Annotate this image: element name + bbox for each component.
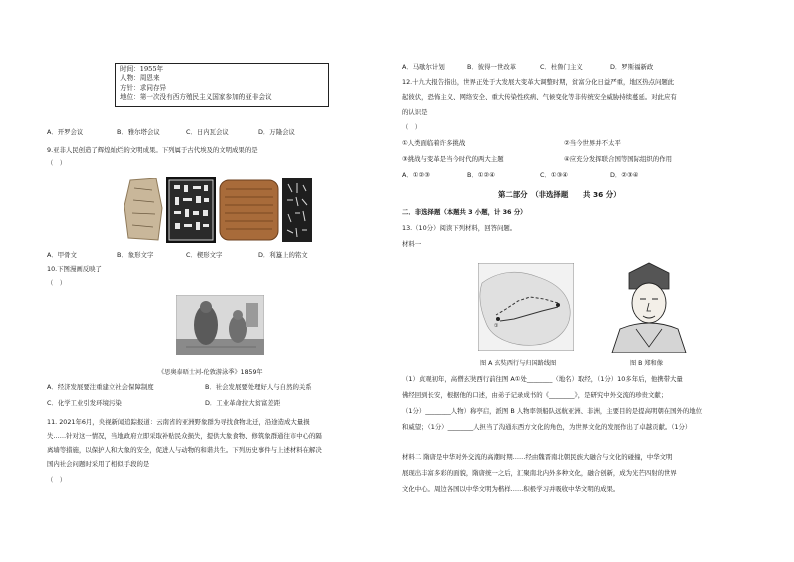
q12-item-1: ①人类面临着许多挑战	[402, 139, 466, 147]
q12-item-4: ④应充分发挥联合国等国际组织的作用	[564, 155, 672, 163]
q8-option-c[interactable]: C．日内瓦会议	[186, 128, 229, 136]
q12-option-b[interactable]: B．①②④	[467, 171, 495, 179]
q11-option-a[interactable]: A．马歇尔计划	[402, 63, 445, 71]
zhenghe-portrait-image	[606, 259, 692, 353]
figure-b-caption: 图 B 郑和像	[630, 360, 663, 367]
q8-option-b[interactable]: B．雅尔塔会议	[117, 128, 160, 136]
q12-item-2: ②当今世界并不太平	[564, 139, 621, 147]
q11-option-d[interactable]: D．罗斯福新政	[610, 63, 654, 71]
q12-line-1: 12.十九大报告指出，世界正处于大发展大变革大调整时期，贫富分化日益严重，地区热点问题此	[402, 78, 675, 86]
info-card	[115, 63, 329, 107]
q11-paren: （ ）	[47, 476, 67, 484]
q11-line-2: 失……针对这一情况，当地政府立即采取补贴民众损失，提供大象食物、修筑象群通往市中心的隔	[47, 432, 322, 440]
cuneiform-tablet-image	[219, 179, 279, 241]
q10-caption: 《思奥泰晤士河-伦敦游泳季》1859年	[158, 369, 263, 376]
q10-paren: （ ）	[47, 279, 67, 287]
card-time: 时间：1955年	[120, 65, 164, 73]
q12-line-3: 的认识是	[402, 108, 428, 116]
card-status: 地位：第一次没有西方殖民主义国家参加的亚非会议	[120, 93, 272, 102]
q11-option-c[interactable]: C．杜鲁门主义	[540, 63, 583, 71]
route-map-image	[478, 263, 574, 351]
q10-stem: 10.下图漫画反映了	[47, 265, 102, 273]
q9-option-b[interactable]: B．象形文字	[117, 251, 154, 259]
q13-1-line-1: （1）贞观初年，高僧玄奘西行前往图 A①处________（地名）取经，（1分）10多年后，他携带大量	[402, 375, 683, 383]
q9-stem: 9.亚非人民创造了辉煌灿烂的文明成果。下列属于古代埃及的文明成果的是	[47, 146, 258, 154]
section2-heading: 二．非选择题（本题共 3 小题，计 36 分）	[402, 208, 527, 216]
card-person: 人物：周恩来	[120, 74, 160, 83]
q9-option-c[interactable]: C．楔形文字	[186, 251, 223, 259]
q9-option-a[interactable]: A．甲骨文	[47, 251, 77, 259]
q13-1-line-4: 和威望；（1分）________人担当了沟通东西方文化的角色，为世界文化的发展作出了卓越贡献。（1分）	[402, 423, 692, 431]
part2-title: 第二部分 （非选择题 共 36 分）	[498, 190, 621, 199]
q10-option-c[interactable]: C．化学工业引发环境污染	[47, 399, 122, 407]
q10-option-a[interactable]: A．经济发展要注重建立社会保障制度	[47, 383, 154, 391]
q11-option-b[interactable]: B．彼得一世改革	[467, 63, 517, 71]
q12-option-a[interactable]: A．①②③	[402, 171, 430, 179]
q12-line-2: 起彼伏，恐怖主义、网络安全、重大传染性疾病、气候变化等非传统安全威胁持续蔓延。对此应有	[402, 93, 677, 101]
q11-line-4: 国内社会问题时采用了相似手段的是	[47, 460, 150, 468]
q9-option-d[interactable]: D．利簋上的铭文	[258, 251, 308, 259]
q11-line-1: 11. 2021年6月，央视新闻追踪报道：云南省的亚洲野象群为寻找食物北迁，沿途造成大量损	[47, 418, 310, 426]
q12-item-3: ③挑战与变革是当今时代的两大主题	[402, 155, 504, 163]
q13-1-line-2: 佛经回到长安，根据他的口述，由弟子记录成书的《________》，是研究中外交流的珍贵文献；	[402, 391, 668, 399]
bronze-inscription-image	[282, 178, 312, 242]
figure-a-caption: 图 A 玄奘西行与归国路线图	[480, 360, 557, 367]
q9-paren: （ ）	[47, 159, 67, 167]
q8-option-d[interactable]: D．万隆会议	[258, 128, 295, 136]
material1-label: 材料一	[402, 240, 422, 248]
oracle-bone-image	[124, 178, 164, 242]
q8-option-a[interactable]: A．开罗会议	[47, 128, 84, 136]
q12-option-c[interactable]: C．①③④	[540, 171, 569, 179]
q13-1-line-3: （1分）________人物）称亭启，派图 B 人物率领船队远航亚洲、非洲，主要目的是提高明朝在国外的地位	[402, 407, 703, 415]
material2-line-3: 文化中心。周边各国以中华文明为楷样……积极学习并吸收中华文明的成果。	[402, 485, 620, 493]
material2-line-1: 材料二 隋唐是中华对外交流的高潮时期……经由魏晋南北朝民族大融合与文化的碰撞，中华文明	[402, 453, 673, 461]
q10-option-b[interactable]: B．社会发展要处理好人与自然的关系	[205, 383, 312, 391]
q12-option-d[interactable]: D．②③④	[610, 171, 639, 179]
svg-text:①: ①	[494, 323, 499, 329]
q11-line-3: 离墙等措施，以保护人和大象的安全，促进人与动物的和谐共生。下列历史事件与上述材料在解决	[47, 446, 322, 454]
q13-stem: 13.（10分）阅读下列材料，回答问题。	[402, 224, 517, 232]
hieroglyph-tablet-image	[166, 177, 216, 243]
card-policy: 方针：求同存异	[120, 83, 167, 92]
cartoon-image	[176, 295, 264, 355]
material2-line-2: 展现出丰富多彩的面貌，隋唐统一之后，汇聚南北内外多种文化，融合创新，成为光芒四射的世界	[402, 469, 677, 477]
q12-paren: （ ）	[402, 123, 422, 131]
q10-option-d[interactable]: D．工业革命拉大贫富差距	[205, 399, 281, 407]
